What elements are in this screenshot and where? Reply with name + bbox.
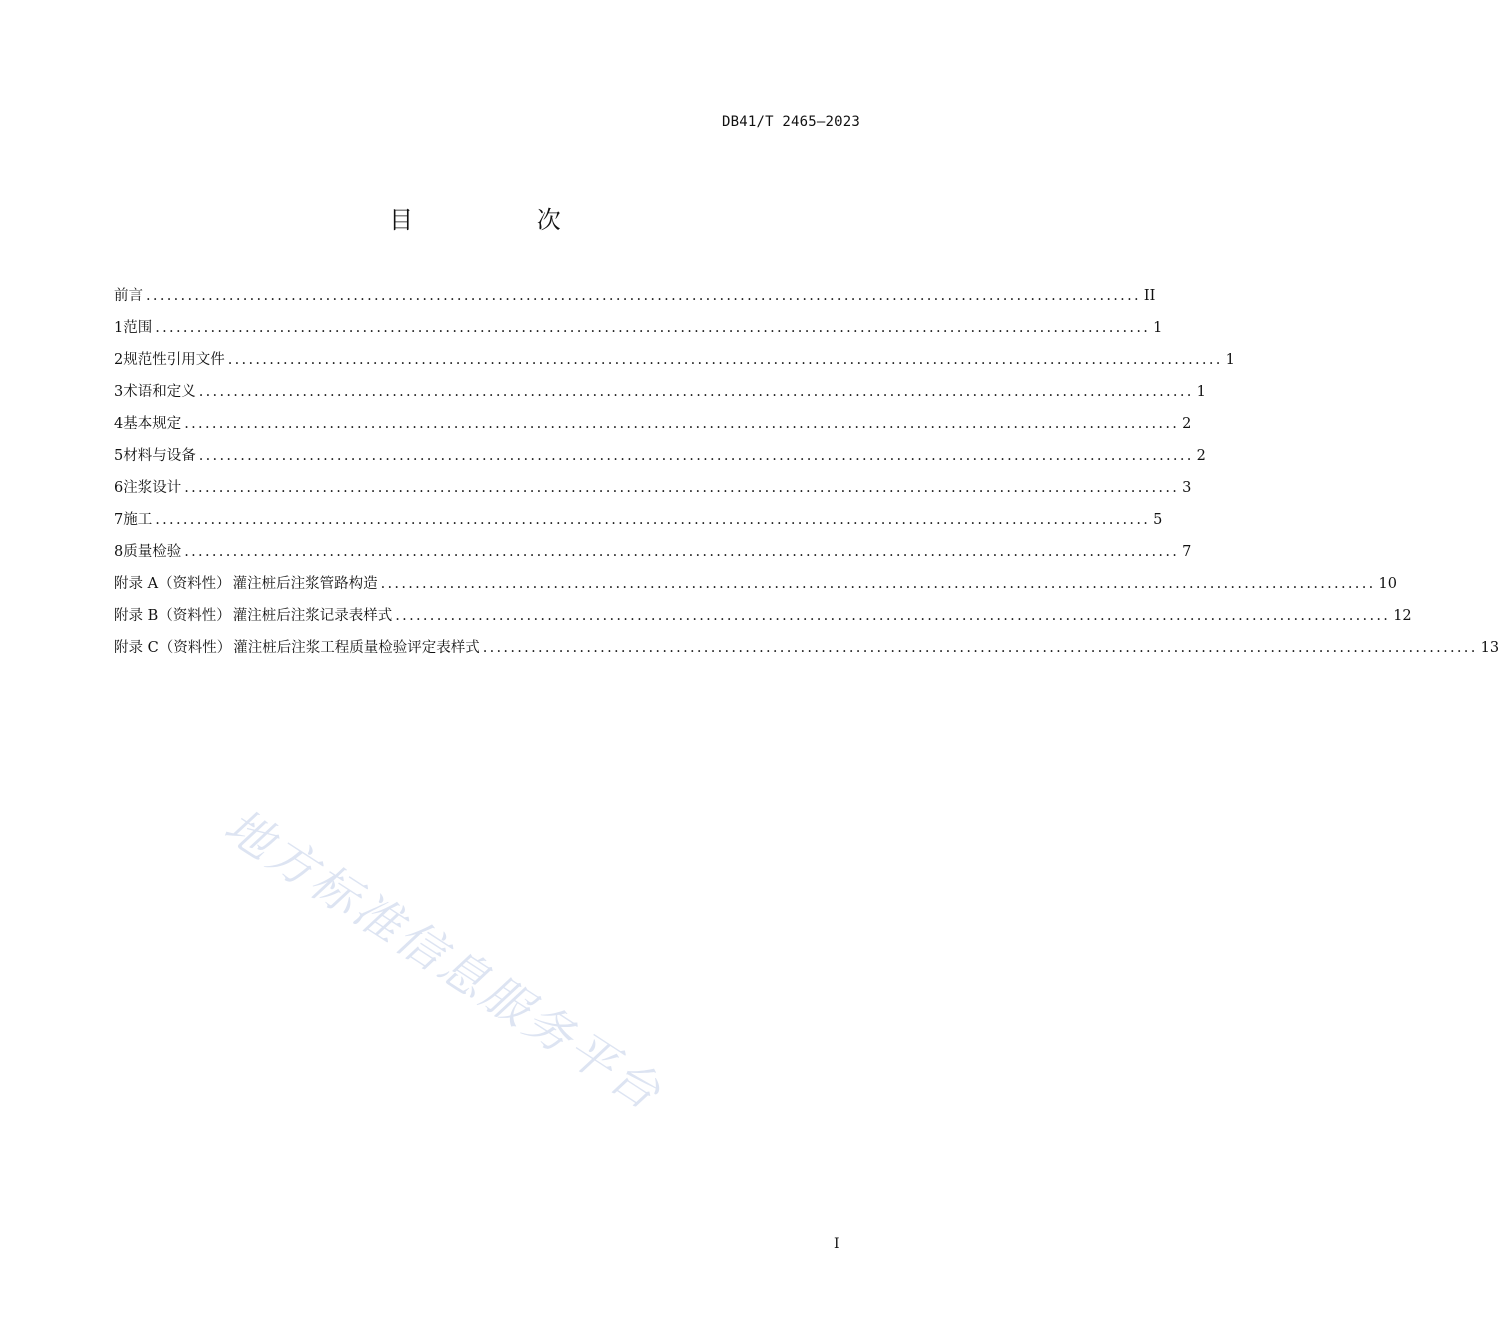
toc-leader-dots: ................................................................................................................................................ bbox=[227, 352, 1223, 368]
toc-leader-dots: ................................................................................................................................................ bbox=[395, 608, 1391, 624]
page-title: 目 次 bbox=[389, 206, 619, 234]
toc-entry-number: 4 bbox=[114, 416, 124, 432]
toc-appendix-title: 灌注桩后注浆记录表样式 bbox=[232, 608, 393, 624]
toc-entry-construction[interactable] bbox=[114, 508, 1163, 540]
toc-entry-label: 范围 bbox=[123, 320, 153, 336]
toc-entry-grouting-design[interactable] bbox=[114, 476, 1192, 508]
toc-entry-page: II bbox=[1143, 288, 1156, 304]
table-of-contents bbox=[114, 284, 1499, 668]
toc-entry-page: 5 bbox=[1153, 512, 1163, 528]
toc-entry-foreword[interactable] bbox=[114, 284, 1156, 316]
toc-entry-terms-definitions[interactable] bbox=[114, 380, 1206, 412]
toc-leader-dots: ................................................................................................................................................ bbox=[198, 384, 1194, 400]
toc-entry-number: 3 bbox=[114, 384, 124, 400]
toc-entry-number: 8 bbox=[114, 544, 124, 560]
toc-leader-dots: ................................................................................................................................................ bbox=[184, 544, 1180, 560]
toc-entry-number: 2 bbox=[114, 352, 124, 368]
toc-entry-page: 7 bbox=[1182, 544, 1192, 560]
toc-entry-normative-references[interactable] bbox=[114, 348, 1235, 380]
toc-entry-label: 施工 bbox=[123, 512, 153, 528]
toc-appendix-title: 灌注桩后注浆工程质量检验评定表样式 bbox=[233, 640, 480, 656]
toc-entry-page: 1 bbox=[1196, 384, 1206, 400]
toc-entry-materials-equipment[interactable] bbox=[114, 444, 1206, 476]
toc-leader-dots: ................................................................................................................................................ bbox=[146, 288, 1141, 304]
toc-leader-dots: ................................................................................................................................................ bbox=[155, 320, 1151, 336]
toc-entry-page: 1 bbox=[1225, 352, 1235, 368]
toc-entry-label: 术语和定义 bbox=[123, 384, 196, 400]
toc-entry-number: 1 bbox=[114, 320, 124, 336]
toc-entry-label: 注浆设计 bbox=[123, 480, 182, 496]
toc-entry-page: 2 bbox=[1196, 448, 1206, 464]
watermark-text: 地方标准信息服务平台 bbox=[214, 798, 673, 1123]
toc-entry-appendix-c[interactable] bbox=[114, 636, 1499, 668]
toc-entry-label: 前言 bbox=[114, 288, 143, 304]
toc-leader-dots: ................................................................................................................................................ bbox=[380, 576, 1376, 592]
toc-entry-number: 7 bbox=[114, 512, 124, 528]
toc-entry-quality-inspection[interactable] bbox=[114, 540, 1192, 572]
toc-entry-page: 12 bbox=[1393, 608, 1412, 624]
toc-entry-number: 5 bbox=[114, 448, 124, 464]
toc-entry-page: 13 bbox=[1480, 640, 1499, 656]
toc-leader-dots: ................................................................................................................................................ bbox=[155, 512, 1151, 528]
toc-entry-label: 规范性引用文件 bbox=[123, 352, 225, 368]
toc-entry-label: 质量检验 bbox=[123, 544, 182, 560]
toc-entry-number: 6 bbox=[114, 480, 124, 496]
toc-leader-dots: ................................................................................................................................................ bbox=[198, 448, 1194, 464]
toc-appendix-title: 灌注桩后注浆管路构造 bbox=[232, 576, 378, 592]
toc-entry-page: 1 bbox=[1153, 320, 1163, 336]
toc-entry-appendix-b[interactable] bbox=[114, 604, 1412, 636]
toc-entry-label: 基本规定 bbox=[123, 416, 182, 432]
toc-entry-appendix-a[interactable] bbox=[114, 572, 1397, 604]
toc-entry-basic-provisions[interactable] bbox=[114, 412, 1192, 444]
toc-leader-dots: ................................................................................................................................................ bbox=[184, 416, 1180, 432]
toc-leader-dots: ................................................................................................................................................ bbox=[184, 480, 1180, 496]
toc-entry-page: 2 bbox=[1182, 416, 1192, 432]
page-number: I bbox=[834, 1236, 840, 1252]
toc-entry-scope[interactable] bbox=[114, 316, 1163, 348]
toc-leader-dots: ................................................................................................................................................ bbox=[482, 640, 1478, 656]
toc-entry-page: 10 bbox=[1378, 576, 1397, 592]
toc-appendix-label: 附录 A（资料性） bbox=[114, 576, 231, 592]
toc-entry-page: 3 bbox=[1182, 480, 1192, 496]
toc-entry-label: 材料与设备 bbox=[123, 448, 196, 464]
toc-appendix-label: 附录 B（资料性） bbox=[114, 608, 231, 624]
toc-appendix-label: 附录 C（资料性） bbox=[114, 640, 232, 656]
standard-code: DB41/T 2465—2023 bbox=[721, 114, 860, 130]
